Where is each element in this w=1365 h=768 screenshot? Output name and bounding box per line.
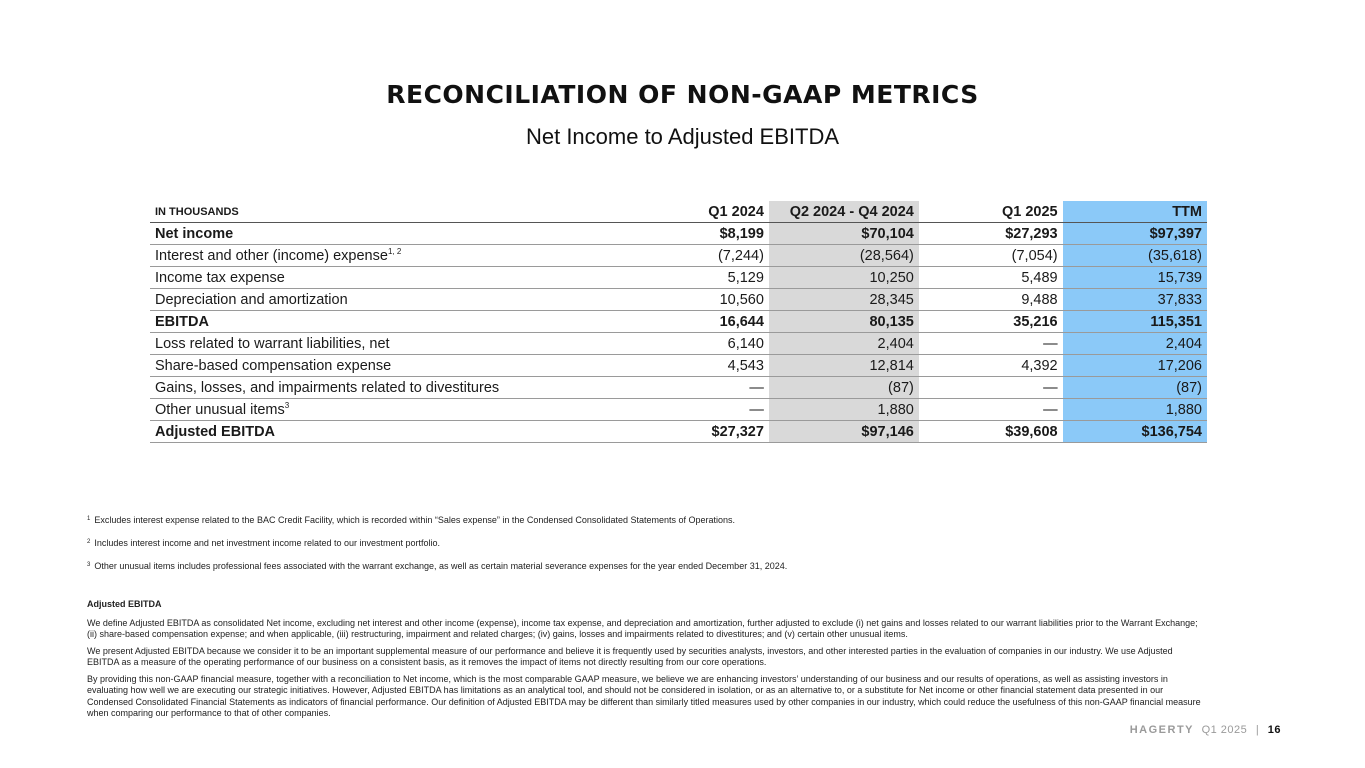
cell-ttm: 1,880 (1063, 399, 1207, 421)
reconciliation-table (150, 201, 1207, 443)
cell-q1-2024: 6,140 (625, 333, 769, 355)
row-label (150, 267, 625, 289)
footnote-number: 1 (87, 516, 91, 522)
row-label (150, 399, 625, 421)
cell-q2-q4-2024: $70,104 (769, 223, 919, 245)
cell-ttm: $97,397 (1063, 223, 1207, 245)
footnote (87, 536, 1287, 549)
cell-q1-2024: 4,543 (625, 355, 769, 377)
table-row (150, 245, 1207, 267)
footnote-reference: 1, 2 (387, 247, 402, 256)
cell-q1-2025: $39,608 (919, 421, 1063, 443)
footnote (87, 559, 1287, 572)
cell-q1-2025: — (919, 333, 1063, 355)
row-label-text: Adjusted EBITDA (155, 423, 276, 440)
row-label-text: Net income (155, 225, 234, 242)
table-row (150, 289, 1207, 311)
page-title: RECONCILIATION OF NON-GAAP METRICS (386, 80, 979, 109)
cell-q2-q4-2024: (28,564) (769, 245, 919, 267)
definition-heading: Adjusted EBITDA (87, 599, 162, 609)
row-label (150, 245, 625, 267)
footnote-reference: 3 (284, 401, 290, 410)
row-label-text: Depreciation and amortization (155, 291, 348, 308)
cell-q1-2024: 16,644 (625, 311, 769, 333)
row-label (150, 289, 625, 311)
cell-q1-2024: 10,560 (625, 289, 769, 311)
cell-q1-2025: $27,293 (919, 223, 1063, 245)
cell-q1-2024: 5,129 (625, 267, 769, 289)
cell-ttm: 37,833 (1063, 289, 1207, 311)
table-row (150, 311, 1207, 333)
cell-ttm: (35,618) (1063, 245, 1207, 267)
definition-paragraph: We present Adjusted EBITDA because we consider it to be an important supplemental measure of our performance and believe it is frequently used by securities analysts, investors, and other interested parties in the evaluation of companies in our industry. We use Adjusted EBITDA as a measure of the operating performance of our business on a consistent basis, as it removes the impact of items not directly resulting from our core operations. (87, 645, 1173, 667)
cell-q1-2025: — (919, 399, 1063, 421)
report-period: Q1 2025 (1201, 724, 1248, 736)
cell-q2-q4-2024: 1,880 (769, 399, 919, 421)
cell-ttm: 2,404 (1063, 333, 1207, 355)
brand-logo: HAGERTY (1129, 724, 1194, 736)
cell-q2-q4-2024: 80,135 (769, 311, 919, 333)
cell-q1-2025: 5,489 (919, 267, 1063, 289)
row-label-text: Loss related to warrant liabilities, net (155, 335, 390, 352)
footnote-number: 2 (87, 539, 91, 545)
cell-q1-2024: $8,199 (625, 223, 769, 245)
row-label-text: Other unusual items (155, 402, 285, 418)
unit-label: IN THOUSANDS (150, 201, 625, 223)
page-number: 16 (1267, 724, 1281, 736)
footnotes (87, 513, 1287, 582)
cell-ttm: 115,351 (1063, 311, 1207, 333)
row-label (150, 421, 625, 443)
row-label-text: Interest and other (income) expense (155, 248, 388, 264)
cell-q1-2025: 35,216 (919, 311, 1063, 333)
table-row (150, 223, 1207, 245)
cell-q2-q4-2024: 10,250 (769, 267, 919, 289)
table-body (150, 223, 1207, 443)
footnote-text: Excludes interest expense related to the BAC Credit Facility, which is recorded within “Sales expense” in the Condensed Consolidated Statements of Operations. (94, 515, 736, 525)
cell-q2-q4-2024: (87) (769, 377, 919, 399)
table-header-row (150, 201, 1207, 223)
table-row (150, 421, 1207, 443)
cell-q2-q4-2024: 28,345 (769, 289, 919, 311)
column-header-q1-2025: Q1 2025 (919, 201, 1063, 223)
row-label-text: Income tax expense (155, 269, 285, 286)
page-footer (1130, 724, 1281, 736)
column-header-q2-q4-2024: Q2 2024 - Q4 2024 (769, 201, 919, 223)
row-label (150, 311, 625, 333)
column-header-q1-2024: Q1 2024 (625, 201, 769, 223)
cell-q2-q4-2024: 2,404 (769, 333, 919, 355)
cell-ttm: $136,754 (1063, 421, 1207, 443)
footnote-text: Includes interest income and net investment income related to our investment portfolio. (94, 538, 441, 548)
table-row (150, 355, 1207, 377)
cell-q2-q4-2024: 12,814 (769, 355, 919, 377)
row-label (150, 355, 625, 377)
row-label-text: Share-based compensation expense (155, 357, 392, 374)
footer-separator: | (1255, 724, 1260, 736)
row-label (150, 223, 625, 245)
row-label (150, 377, 625, 399)
cell-q1-2025: (7,054) (919, 245, 1063, 267)
cell-q1-2025: 4,392 (919, 355, 1063, 377)
cell-ttm: 17,206 (1063, 355, 1207, 377)
cell-ttm: 15,739 (1063, 267, 1207, 289)
page-subtitle: Net Income to Adjusted EBITDA (525, 124, 840, 149)
footnote-number: 3 (87, 562, 91, 568)
cell-q1-2024: — (625, 377, 769, 399)
cell-q1-2025: — (919, 377, 1063, 399)
row-label (150, 333, 625, 355)
definition-paragraph: We define Adjusted EBITDA as consolidated Net income, excluding net interest and other income (expense), income tax expense, and depreciation and amortization, further adjusted to exclude (i) net gains and losses related to our warrant liabilities prior to the Warrant Exchange; (ii) share-based compensation expense; and when applicable, (iii) restructuring, impairment and related charges; (iv) gains, losses and impairments related to divestitures; and (v) certain other unusual items. (87, 617, 1198, 639)
column-header-ttm: TTM (1063, 201, 1207, 223)
cell-q1-2024: $27,327 (625, 421, 769, 443)
definition-paragraph: By providing this non-GAAP financial measure, together with a reconciliation to Net income, which is the most comparable GAAP measure, we believe we are enhancing investors’ understanding of our business and our results of operations, as well as assisting investors in evaluating how well we are executing our strategic initiatives. However, Adjusted EBITDA has limitations as an analytical tool, and should not be considered in isolation, or as an alternative to, or a substitute for Net income or other financial statement data presented in our Condensed Consolidated Financial Statements as indicators of financial performance. Our definition of Adjusted EBITDA may be different than similarly titled measures used by other companies in our industry, which could reduce the usefulness of this non-GAAP financial measure when comparing our performance to that of other companies. (87, 673, 1201, 718)
table-row (150, 377, 1207, 399)
footnote-text: Other unusual items includes professional fees associated with the warrant exchange, as well as certain material severance expenses for the year ended December 31, 2024. (94, 561, 788, 571)
cell-q1-2024: (7,244) (625, 245, 769, 267)
cell-ttm: (87) (1063, 377, 1207, 399)
table-row (150, 399, 1207, 421)
table-row (150, 267, 1207, 289)
row-label-text: Gains, losses, and impairments related to divestitures (155, 379, 500, 396)
cell-q2-q4-2024: $97,146 (769, 421, 919, 443)
footnote (87, 513, 1287, 526)
cell-q1-2024: — (625, 399, 769, 421)
cell-q1-2025: 9,488 (919, 289, 1063, 311)
adjusted-ebitda-definition (87, 599, 1202, 725)
table-row (150, 333, 1207, 355)
row-label-text: EBITDA (155, 313, 209, 330)
